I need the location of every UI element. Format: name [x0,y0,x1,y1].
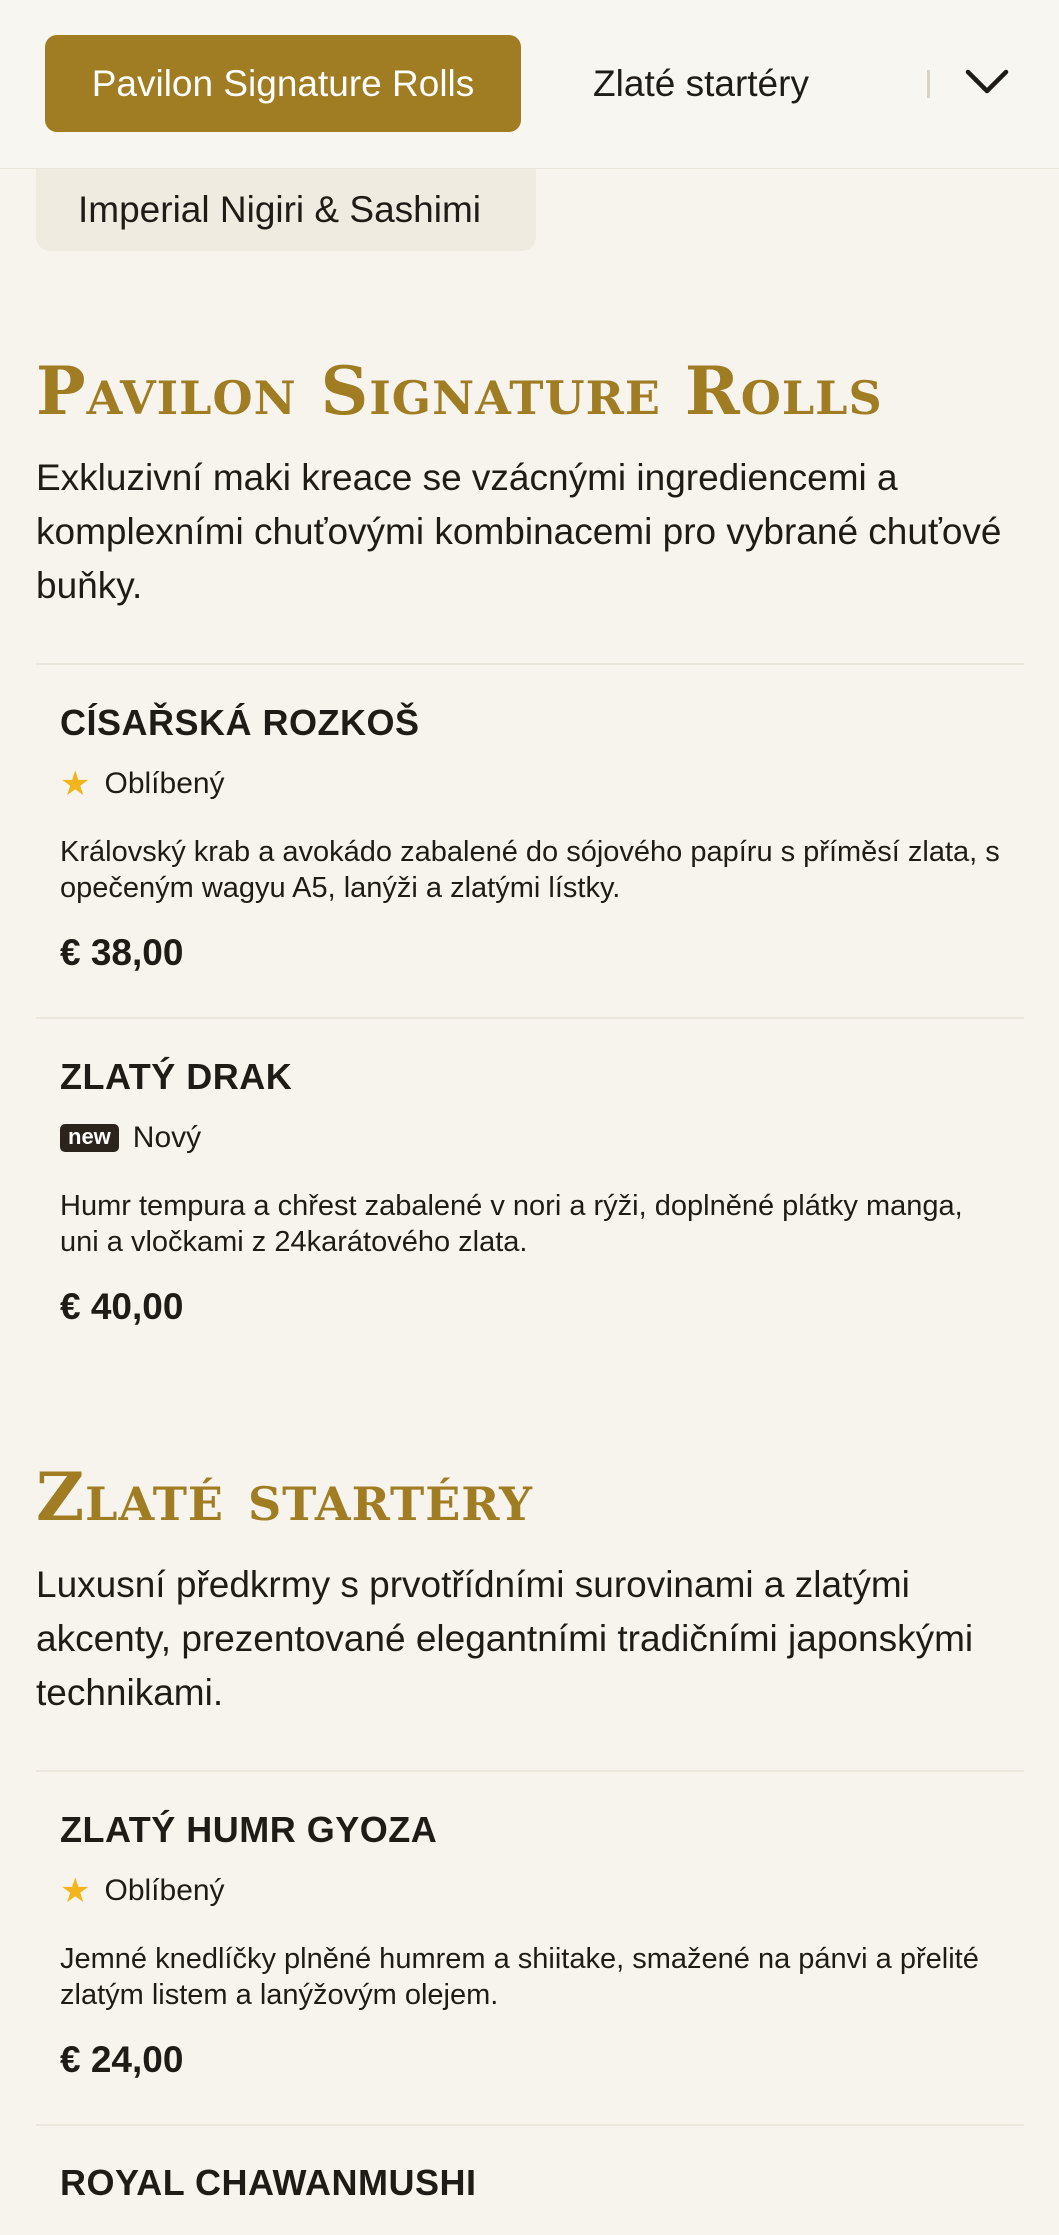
tab-pavilon-signature-rolls[interactable]: Pavilon Signature Rolls [45,35,521,132]
item-description: Jemné knedlíčky plněné humrem a shiitake, smažené na pánvi a přelité zlatým listem a lanýžovým olejem. [60,1943,979,2011]
section-description: Luxusní předkrmy s prvotřídními surovinami a zlatými akcenty, prezentované elegantními tradičními japonskými technikami. [36,1564,974,1713]
item-name: ROYAL CHAWANMUSHI [60,2162,477,2203]
expand-categories-button[interactable] [955,50,1019,114]
menu-item[interactable] [60,1809,1000,2081]
item-description: Královský krab a avokádo zabalené do sójového papíru s příměsí zlata, s opečeným wagyu A5, lanýži a zlatými lístky. [60,836,1000,904]
popular-badge [60,1871,1000,1911]
item-name: ZLATÝ DRAK [60,1056,293,1097]
new-badge [60,2224,1000,2235]
menu-item[interactable] [60,2162,1000,2235]
badge-label: Nový [132,1121,202,1154]
tab-imperial-nigiri[interactable]: Imperial Nigiri & Sashimi [36,169,536,251]
section-title-signature-rolls: Pavilon Signature Rolls [36,352,883,430]
badge-label: Oblíbený [104,767,225,800]
divider [36,1770,1024,1772]
menu-item[interactable] [60,702,1000,974]
chevron-down-icon [965,68,1009,96]
item-price: € 38,00 [60,932,184,973]
badge-label: Oblíbený [104,1874,225,1907]
section-title-zlate-startery: Zlaté startéry [36,1458,533,1536]
item-price: € 40,00 [60,1286,184,1327]
tab-zlate-startery[interactable]: Zlaté startéry [593,62,809,104]
divider [36,2124,1024,2126]
item-price: € 24,00 [60,2039,184,2080]
new-badge [60,1118,1000,1158]
item-description: Humr tempura a chřest zabalené v nori a rýži, doplněné plátky manga, uni a vločkami z 24karátového zlata. [60,1190,963,1258]
nav-divider [927,70,930,98]
new-tag: new [60,1124,119,1152]
item-name: ZLATÝ HUMR GYOZA [60,1809,438,1850]
menu-item[interactable] [60,1056,1000,1328]
divider [36,663,1024,665]
category-nav [0,0,1059,169]
divider [36,1017,1024,1019]
star-icon: ★ [60,1872,91,1910]
item-name: CÍSAŘSKÁ ROZKOŠ [60,702,420,743]
popular-badge [60,764,1000,804]
section-description: Exkluzivní maki kreace se vzácnými ingrediencemi a komplexními chuťovými kombinacemi pro vybrané chuťové buňky. [36,457,1002,606]
star-icon: ★ [60,765,91,803]
